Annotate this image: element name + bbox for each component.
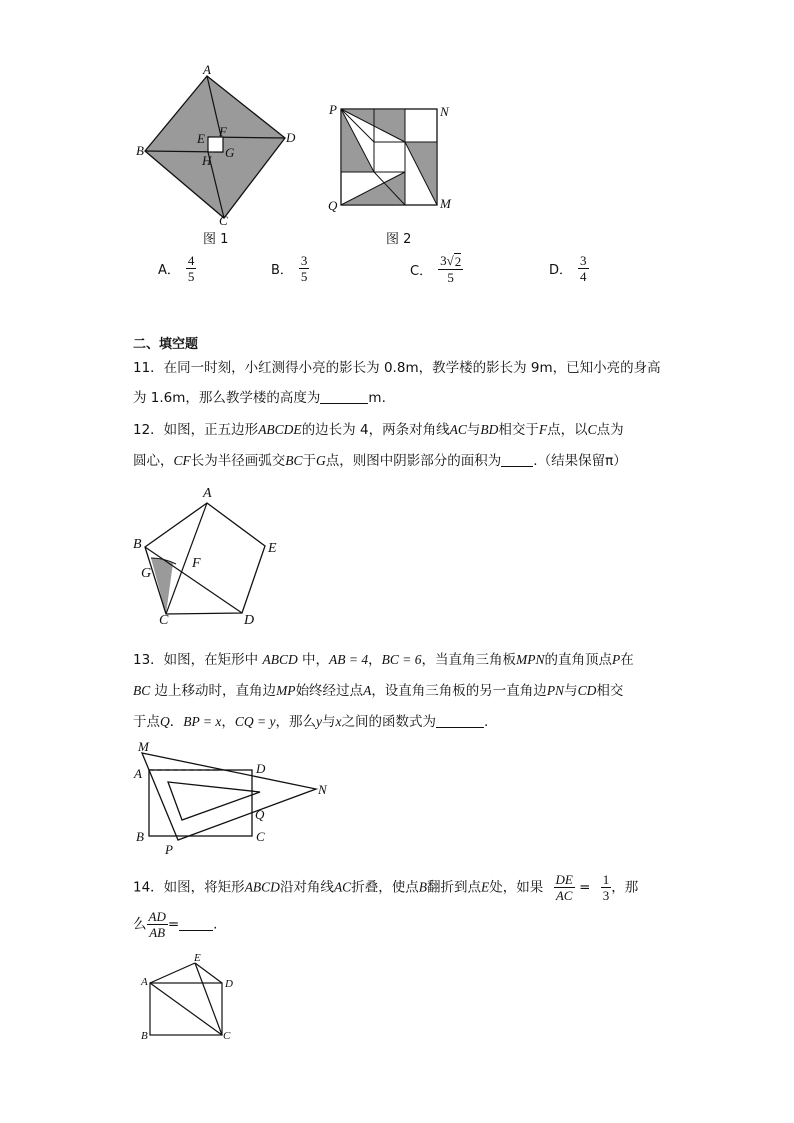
q14-line-1: 14．如图，将矩形ABCD沿对角线AC折叠，使点B翻折到点E处，如果 $\frac{DE}{AC}$ = $\frac{1}{3}$ ，那	[133, 872, 639, 903]
choice-a-fraction: $\frac{4}{5}$	[187, 253, 195, 284]
q13-label-A: A	[134, 766, 142, 781]
q11-line-1: 11．在同一时刻，小红测得小亮的影长为 0.8m，教学楼的影长为 9m，已知小亮的身高	[133, 360, 661, 376]
choice-d-key: D．	[549, 263, 573, 278]
fig1-label-A: A	[203, 62, 211, 77]
fig2-label-N: N	[440, 104, 449, 119]
q13-line-3: 于点Q．BP = x，CQ = y，那么y与x之间的函数式为 .	[133, 714, 489, 730]
q12-label-B: B	[133, 537, 142, 552]
fig1-label-C: C	[219, 213, 228, 228]
fig1-label-G: G	[225, 145, 235, 160]
q14-label-A: A	[141, 976, 148, 988]
q12-pentagon-figure	[140, 490, 290, 625]
q14-fraction-1-3: $\frac{1}{3}$	[602, 872, 610, 903]
q13-rectangle-figure	[130, 740, 340, 852]
q14-answer-blank[interactable]	[179, 916, 213, 931]
choice-c-key: C．	[410, 263, 433, 279]
choice-a[interactable]	[158, 253, 196, 284]
q14-label-D: D	[225, 978, 233, 990]
choice-d-fraction: $\frac{3}{4}$	[580, 253, 587, 284]
q14-fraction-ad-ab: $\frac{AD}{AB}$	[148, 909, 166, 940]
fig1-label-D: D	[286, 130, 296, 145]
q12-label-C: C	[159, 613, 169, 628]
q13-label-P: P	[165, 842, 173, 857]
q11-answer-blank[interactable]	[320, 389, 368, 404]
q13-label-N: N	[318, 782, 327, 797]
figure-2	[335, 100, 445, 212]
fig1-label-B: B	[136, 143, 144, 158]
q13-label-Q: Q	[255, 807, 265, 822]
q12-line-2: 圆心，CF长为半径画弧交BC于G点，则图中阴影部分的面积为 .（结果保留π）	[133, 453, 627, 469]
q14-label-B: B	[141, 1030, 148, 1042]
choice-b-fraction: $\frac{3}{5}$	[300, 253, 308, 284]
q12-label-D: D	[244, 613, 255, 628]
choice-b-key: B．	[271, 263, 293, 278]
q13-label-D: D	[256, 761, 266, 776]
q13-line-1: 13．如图，在矩形中 ABCD 中，AB = 4，BC = 6，当直角三角板MPN的直角顶点P在	[133, 652, 634, 668]
q14-line-EC	[195, 963, 222, 1035]
q14-label-E: E	[194, 952, 201, 964]
choice-a-key: A．	[158, 263, 180, 278]
fig1-caption: 图 1	[203, 232, 229, 247]
figure-1	[130, 60, 300, 235]
fig1-label-H: H	[202, 153, 212, 168]
q14-line-2: 么 $\frac{AD}{AB}$ = .	[133, 909, 218, 940]
fig2-label-P: P	[329, 102, 337, 117]
q13-line-2: BC 边上移动时，直角边MP始终经过点A，设直角三角板的另一直角边PN与CD相交	[133, 683, 624, 699]
fig1-label-E: E	[197, 131, 205, 146]
q12-answer-blank[interactable]	[501, 452, 533, 467]
q12-line-1: 12．如图，正五边形ABCDE的边长为 4，两条对角线AC与BD相交于F点，以C点为	[133, 422, 624, 438]
q13-label-M: M	[138, 739, 149, 754]
fig2-label-Q: Q	[328, 198, 338, 213]
q14-fraction-de-ac: $\frac{DE}{AC}$	[555, 872, 573, 903]
choice-c-fraction: 3 √ 2 5	[440, 253, 462, 285]
choice-d[interactable]	[549, 253, 589, 284]
section-title: 二、填空题	[133, 337, 199, 352]
q14-line-AE	[150, 963, 195, 983]
q12-label-F: F	[192, 556, 201, 571]
q13-triangle-outer	[142, 753, 316, 840]
q13-rectangle-ABCD	[149, 770, 252, 836]
q13-answer-blank[interactable]	[436, 713, 484, 728]
q14-diagonal-AC	[150, 983, 222, 1035]
q11-line-2: 为 1.6m，那么教学楼的高度为 m.	[133, 390, 386, 406]
fig1-label-F: F	[219, 124, 227, 139]
q12-label-G: G	[141, 566, 152, 581]
fig2-caption: 图 2	[386, 232, 412, 247]
q14-label-C: C	[223, 1030, 231, 1042]
q12-label-A: A	[203, 486, 212, 501]
fig2-label-M: M	[440, 196, 451, 211]
q12-label-E: E	[268, 541, 277, 556]
choice-c[interactable]	[410, 253, 463, 285]
q13-label-C: C	[256, 829, 265, 844]
choice-b[interactable]	[271, 253, 309, 284]
q13-label-B: B	[136, 829, 144, 844]
